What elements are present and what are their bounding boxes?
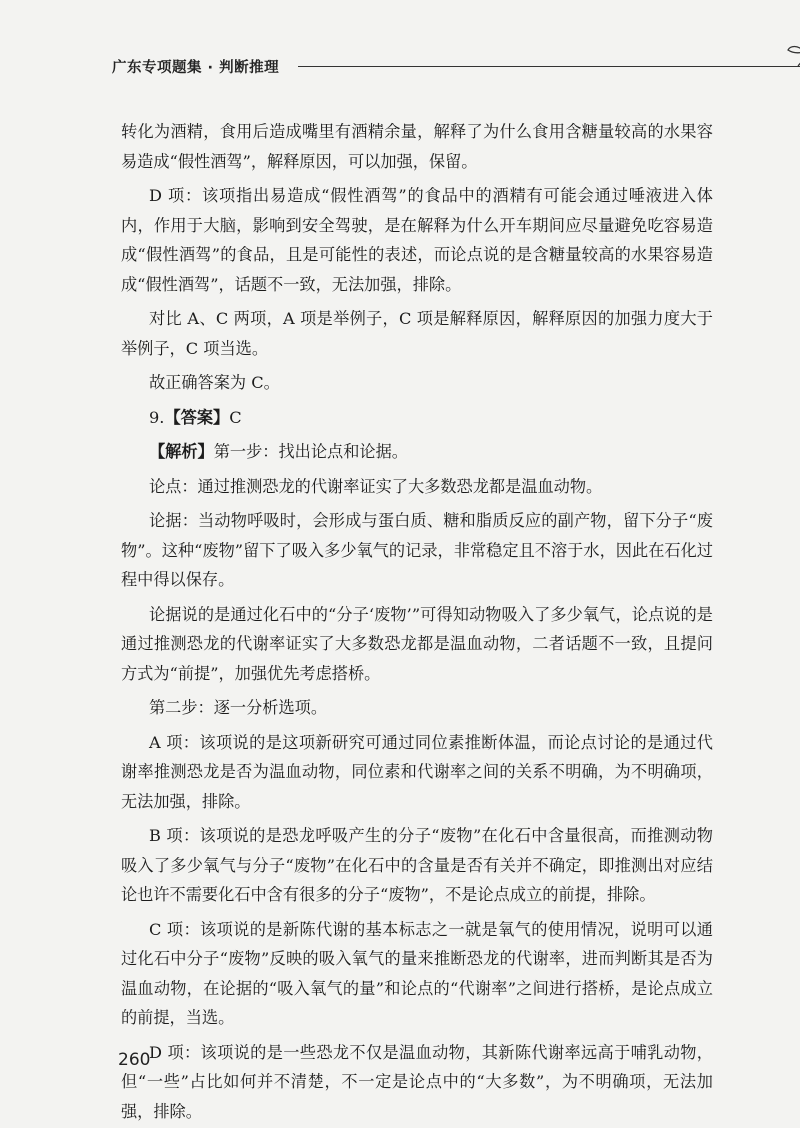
running-header	[112, 54, 722, 84]
header-rule	[298, 66, 800, 67]
paragraph-step-two: 第二步：逐一分析选项。	[149, 698, 328, 717]
paragraph-thesis: 论点：通过推测恐龙的代谢率证实了大多数恐龙都是温血动物。	[149, 476, 603, 496]
paragraph-evidence: 论据：当动物呼吸时，会形成与蛋白质、糖和脂质反应的副产物，留下分子“废物”。这种“废物”留下了吸入多少氧气的记录，非常稳定且不溶于水，因此在石化过程中得以保存。	[121, 511, 713, 589]
question-number: 9.	[149, 407, 165, 427]
sprout-icon	[784, 40, 800, 72]
analysis-label: 【解析】	[149, 442, 214, 461]
paragraph-option-b: B 项：该项说的是恐龙呼吸产生的分子“废物”在化石中含量很高，而推测动物吸入了多少氧气与分子“废物”在化石中的含量是否有关并不确定，即推测出对应结论也许不需要化石中含有很多的分子“废物”，不是论点成立的前提，排除。	[121, 826, 713, 904]
analysis-line	[121, 437, 713, 467]
paragraph-comparison: 对比 A、C 两项，A 项是举例子，C 项是解释原因，解释原因的加强力度大于举例子，C 项当选。	[121, 309, 713, 358]
page-body	[121, 117, 713, 1126]
paragraph-continuation: 转化为酒精，食用后造成嘴里有酒精余量，解释了为什么食用含糖量较高的水果容易造成“假性酒驾”，解释原因，可以加强，保留。	[121, 122, 713, 171]
header-title: 广东专项题集 · 判断推理	[112, 60, 280, 76]
answer-label: 【答案】	[164, 407, 230, 427]
answer-line-9	[121, 403, 713, 433]
paragraph-option-a: A 项：该项说的是这项新研究可通过同位素推断体温，而论点讨论的是通过代谢率推测恐龙是否为温血动物，同位素和代谢率之间的关系不明确，为不明确项，无法加强，排除。	[121, 732, 713, 811]
paragraph-evidence-analysis: 论据说的是通过化石中的“分子‘废物’”可得知动物吸入了多少氧气，论点说的是通过推测恐龙的代谢率证实了大多数恐龙都是温血动物，二者话题不一致，且提问方式为“前提”，加强优先考虑搭桥。	[121, 604, 713, 683]
paragraph-option-c: C 项：该项说的是新陈代谢的基本标志之一就是氧气的使用情况，说明可以通过化石中分子“废物”反映的吸入氧气的量来推断恐龙的代谢率，进而判断其是否为温血动物，在论据的“吸入氧气的量”和论点的“代谢率”之间进行搭桥，是论点成立的前提，当选。	[121, 919, 713, 1027]
paragraph-option-d-first: D 项：该项指出易造成“假性酒驾”的食品中的酒精有可能会通过唾液进入体内，作用于大脑，影响到安全驾驶，是在解释为什么开车期间应尽量避免吃容易造成“假性酒驾”的食品，且是可能性的表述，而论点说的是含糖量较高的水果容易造成“假性酒驾”，话题不一致，无法加强，排除。	[121, 186, 713, 294]
paragraph-option-d: D 项：该项说的是一些恐龙不仅是温血动物，其新陈代谢率远高于哺乳动物，但“一些”占比如何并不清楚，不一定是论点中的“大多数”，为不明确项，无法加强，排除。	[121, 1042, 713, 1121]
answer-value: C	[229, 407, 242, 427]
analysis-step-one: 第一步：找出论点和论据。	[213, 442, 408, 461]
paragraph-answer-8: 故正确答案为 C。	[149, 373, 280, 392]
page-number: 260	[118, 1050, 151, 1070]
